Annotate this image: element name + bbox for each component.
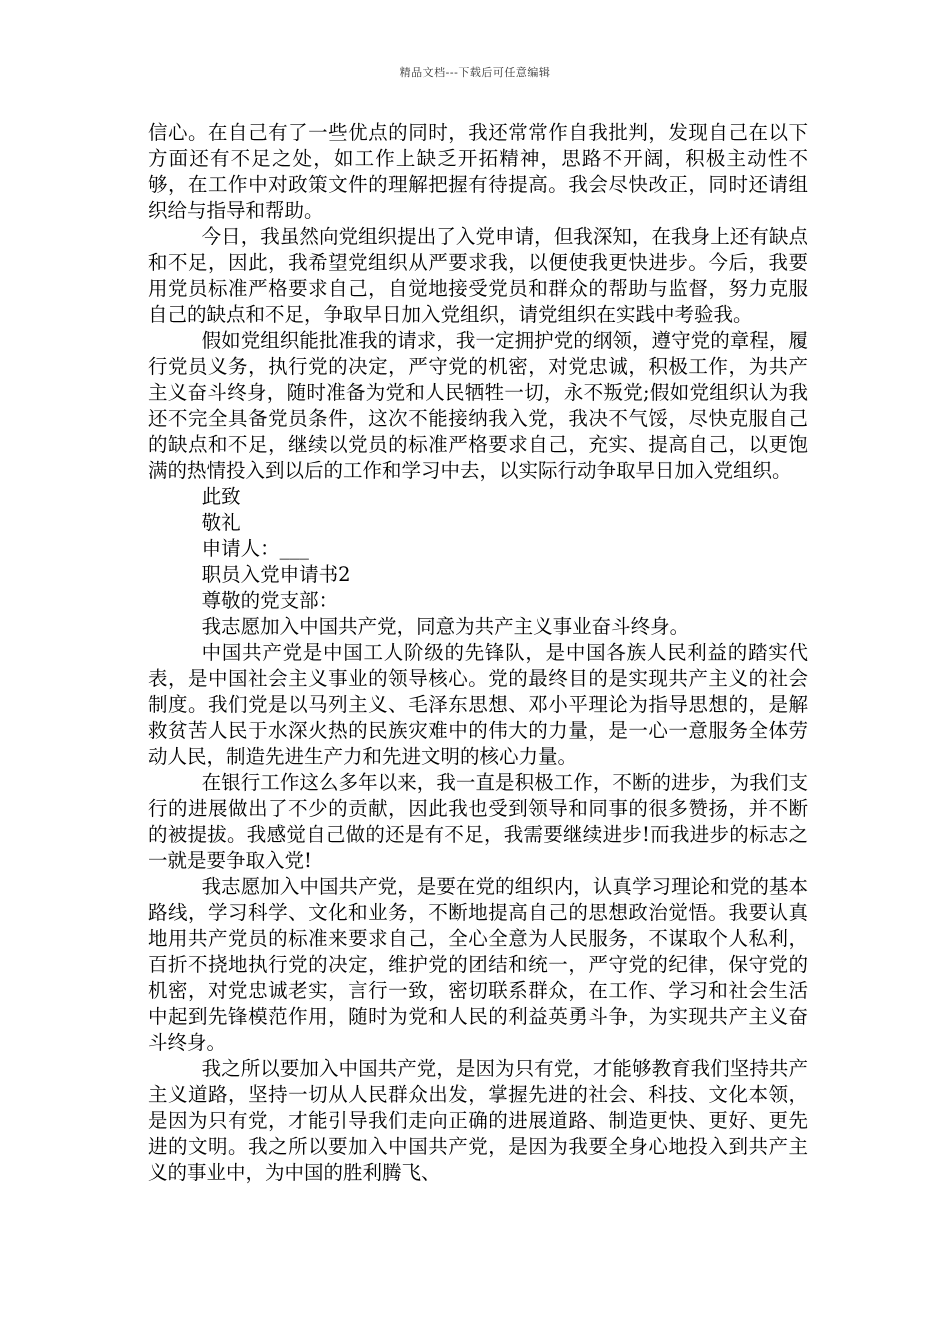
document-body	[148, 120, 808, 1186]
paragraph: 在银行工作这么多年以来，我一直是积极工作，不断的进步，为我们支行的进展做出了不少的贡献，因此我也受到领导和同事的很多赞扬，并不断的被提拔。我感觉自己做的还是有不足，我需要继续进步!而我进步的标志之一就是要争取入党!	[148, 771, 808, 872]
salutation-line: 此致	[201, 485, 241, 508]
salutation-line: 敬礼	[201, 511, 241, 534]
header-note: 精品文档---下载后可任意编辑	[399, 66, 551, 79]
paragraph: 今日，我虽然向党组织提出了入党申请，但我深知，在我身上还有缺点和不足，因此，我希望党组织从严要求我，以便使我更快进步。今后，我要用党员标准严格要求自己，自觉地接受党员和群众的帮助与监督，努力克服自己的缺点和不足，争取早日加入党组织，请党组织在实践中考验我。	[148, 225, 808, 326]
paragraph: 我志愿加入中国共产党，是要在党的组织内，认真学习理论和党的基本路线，学习科学、文化和业务，不断地提高自己的思想政治觉悟。我要认真地用共产党员的标准来要求自己，全心全意为人民服务，不谋取个人私利，百折不挠地执行党的决定，维护党的团结和统一，严守党的纪律，保守党的机密，对党忠诚老实，言行一致，密切联系群众，在工作、学习和社会生活中起到先锋模范作用，随时为党和人民的利益英勇斗争，为实现共产主义奋斗终身。	[148, 875, 808, 1054]
paragraph: 假如党组织能批准我的请求，我一定拥护党的纲领，遵守党的章程，履行党员义务，执行党的决定，严守党的机密，对党忠诚，积极工作，为共产主义奋斗终身，随时准备为党和人民牺牲一切，永不叛党;假如党组织认为我还不完全具备党员条件，这次不能接纳我入党，我决不气馁，尽快克服自己的缺点和不足，继续以党员的标准严格要求自己，充实、提高自己，以更饱满的热情投入到以后的工作和学习中去，以实际行动争取早日加入党组织。	[148, 329, 808, 482]
paragraph-continuation: 信心。在自己有了一些优点的同时，我还常常作自我批判，发现自己在以下方面还有不足之处，如工作上缺乏开拓精神，思路不开阔，积极主动性不够，在工作中对政策文件的理解把握有待提高。我会尽快改正，同时还请组织给与指导和帮助。	[148, 121, 808, 222]
greeting-line: 尊敬的党支部：	[201, 589, 339, 612]
section-title: 职员入党申请书2	[201, 563, 351, 586]
applicant-line: 申请人：___	[201, 537, 309, 560]
paragraph: 中国共产党是中国工人阶级的先锋队，是中国各族人民利益的踏实代表，是中国社会主义事业的领导核心。党的最终目的是实现共产主义的社会制度。我们党是以马列主义、毛泽东思想、邓小平理论为指导思想的，是解救贫苦人民于水深火热的民族灾难中的伟大的力量，是一心一意服务全体劳动人民，制造先进生产力和先进文明的核心力量。	[148, 641, 808, 768]
paragraph: 我志愿加入中国共产党，同意为共产主义事业奋斗终身。	[201, 615, 690, 638]
paragraph: 我之所以要加入中国共产党，是因为只有党，才能够教育我们坚持共产主义道路，坚持一切从人民群众出发，掌握先进的社会、科技、文化本领，是因为只有党，才能引导我们走向正确的进展道路、制造更快、更好、更先进的文明。我之所以要加入中国共产党，是因为我要全身心地投入到共产主义的事业中，为中国的胜利腾飞、	[148, 1057, 808, 1184]
